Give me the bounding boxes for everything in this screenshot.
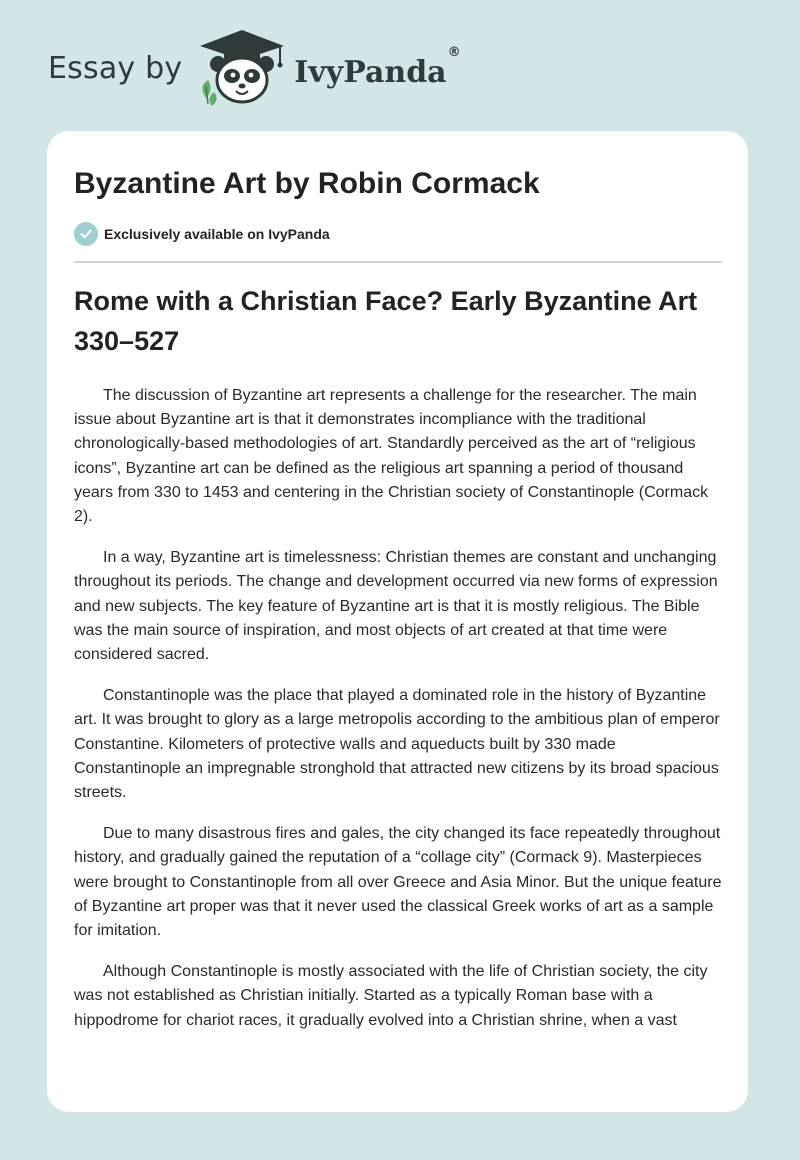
essay-card [47, 131, 748, 1112]
essay-body [74, 384, 724, 1050]
title-divider [74, 261, 722, 263]
paragraph: Due to many disastrous fires and gales, the city changed its face repeatedly throughout history, and gradually gained the reputation of a “collage city” (Cormack 9). Masterpieces were brought to Constantinople from all over Greece and Asia Minor. But the unique feature of Byzantine art proper was that it never used the classical Greek works of art as a sample for imitation. [74, 825, 722, 940]
site-header [48, 30, 461, 110]
essay-title: Byzantine Art by Robin Cormack [74, 167, 540, 200]
check-circle-icon [74, 222, 98, 246]
brand-name[interactable] [294, 44, 461, 90]
paragraph: In a way, Byzantine art is timelessness: Christian themes are constant and unchanging throughout its periods. The change and development occurred via new forms of expression and new subjects. The key feature of Byzantine art is that it is mostly religious. The Bible was the main source of inspiration, and most objects of art created at that time were considered sacred. [74, 549, 718, 664]
paragraph: Constantinople was the place that played a dominated role in the history of Byzantine art. It was brought to glory as a large metropolis according to the ambitious plan of emperor Constantine. Kilometers of protective walls and aqueducts built by 330 made Constantinople an impregnable stronghold that attracted new citizens by its broad spacious streets. [74, 687, 720, 802]
essay-by-label: Essay by [48, 50, 183, 86]
exclusive-badge [74, 222, 330, 246]
panda-graduation-cap-icon[interactable] [194, 28, 294, 113]
brand-name-text: IvyPanda [294, 54, 447, 90]
section-title: Rome with a Christian Face? Early Byzantine Art 330–527 [74, 286, 698, 356]
paragraph: Although Constantinople is mostly associated with the life of Christian society, the city was not established as Christian initially. Started as a typically Roman base with a hippodrome for chariot races, it gradually evolved into a Christian shrine, when a vast [74, 963, 708, 1029]
exclusive-badge-label: Exclusively available on IvyPanda [104, 226, 330, 242]
paragraph: The discussion of Byzantine art represents a challenge for the researcher. The main issue about Byzantine art is that it demonstrates incompliance with the traditional chronologically-based methodologies of art. Standardly perceived as the art of “religious icons”, Byzantine art can be defined as the religious art spanning a period of thousand years from 330 to 1453 and centering in the Christian society of Constantinople (Cormack 2). [74, 387, 709, 526]
registered-mark: ® [447, 44, 461, 60]
